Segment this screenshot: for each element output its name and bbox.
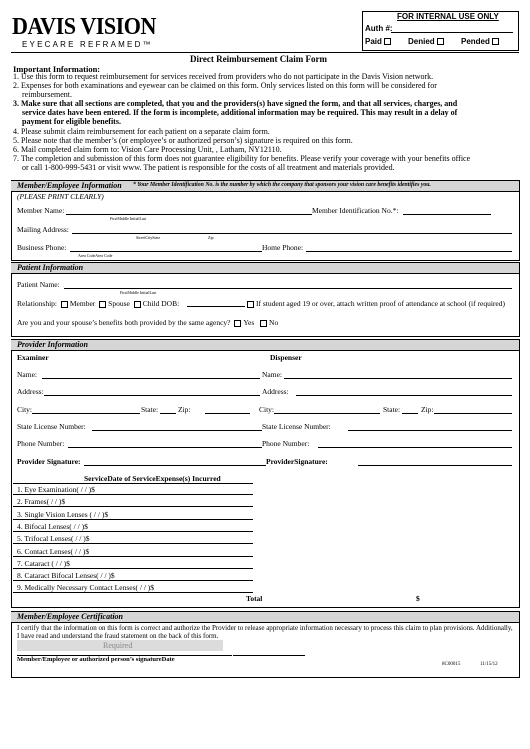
signature-required: Required — [103, 641, 133, 650]
examiner-address-field[interactable] — [44, 395, 260, 396]
cert-text-1: I certify that the information on this form is correct and authorize the Provider to release appropriate information necessary to process this claim to plan provisions. Additionally, — [17, 624, 513, 632]
form-date: 11/15/12 — [480, 662, 498, 667]
print-clearly: (PLEASE PRINT CLEARLY) — [17, 192, 104, 201]
examiner-zip-field[interactable] — [205, 413, 250, 414]
service-row-line — [13, 568, 253, 569]
service-row[interactable]: 1. Eye Examination( / / )$ — [17, 485, 95, 494]
dispenser-address-label: Address: — [262, 387, 289, 396]
dispenser-license-field[interactable] — [348, 430, 512, 431]
info-item: 6. Mail completed claim form to: Vision Care Processing Unit, , Latham, NY12110. — [13, 145, 282, 154]
total-dollar: $ — [416, 594, 420, 603]
service-row-line — [13, 494, 253, 495]
info-item: service dates have been entered. If the form is incomplete, additional information may be required. This may result in a delay of — [22, 108, 458, 117]
service-row-line — [13, 506, 253, 507]
examiner-zip-label: Zip: — [178, 405, 191, 414]
internal-use-box — [362, 11, 519, 51]
examiner-license-field[interactable] — [92, 430, 262, 431]
examiner-address-label: Address: — [17, 387, 44, 396]
cert-header: Member/Employee Certification — [11, 612, 519, 623]
dispenser-signature-field[interactable] — [358, 465, 512, 466]
pended-status: Pended — [461, 37, 501, 46]
service-row[interactable]: 6. Contact Lenses( / / )$ — [17, 546, 90, 556]
logo-tagline: EYECARE REFRAMED™ — [22, 40, 153, 49]
dispenser-zip-field[interactable] — [434, 413, 512, 414]
member-id-field[interactable] — [403, 214, 491, 215]
service-table-head: ServiceDate of ServiceExpense(s) Incurred — [84, 474, 221, 483]
pended-checkbox[interactable] — [492, 38, 499, 45]
dispenser-signature-label: ProviderSignature: — [266, 457, 328, 466]
info-item: or call 1-800-999-5431 or visit www. The patient is responsible for the costs of all treatment and materials provided. — [22, 163, 395, 172]
member-name-label: Member Name: — [17, 206, 65, 215]
service-row-line — [13, 580, 253, 581]
patient-name-field[interactable] — [64, 288, 512, 289]
mailing-label: Mailing Address: — [17, 225, 69, 234]
no-checkbox[interactable] — [260, 320, 267, 327]
service-row[interactable]: 3. Single Vision Lenses ( / / )$ — [17, 509, 109, 519]
member-id-label: Member Identification No.*: — [312, 206, 399, 215]
business-phone-field[interactable] — [70, 251, 262, 252]
dispenser-license-label: State License Number: — [262, 422, 331, 431]
member-header: Member/Employee Information * Your Member Identification No. is the number by which the company that sponsors your vision care benefits identifies you. — [11, 181, 519, 192]
home-phone-field[interactable] — [306, 251, 512, 252]
mailing-zip-sub: Zip — [208, 235, 214, 240]
provider-signature-label: Provider Signature: — [17, 457, 81, 466]
info-item: payment for eligible benefits. — [22, 117, 121, 126]
provider-header: Provider Information — [11, 340, 519, 351]
examiner-city-field[interactable] — [32, 413, 140, 414]
form-title: Direct Reimbursement Claim Form — [190, 54, 328, 64]
service-row-line — [13, 556, 253, 557]
mailing-sub: StreetCityState — [136, 235, 161, 240]
dispenser-address-field[interactable] — [296, 395, 512, 396]
examiner-city-label: City: — [17, 405, 33, 414]
dispenser-zip-label: Zip: — [421, 405, 434, 414]
patient-name-label: Patient Name: — [17, 280, 60, 289]
patient-header: Patient Information — [11, 263, 519, 274]
info-item: 3. Make sure that all sections are completed, that you and the providers(s) have signed the form, and that all services, charges, and — [13, 99, 458, 108]
info-item: 4. Please submit claim reimbursement for each patient on a separate claim form. — [13, 127, 270, 136]
examiner-signature-field[interactable] — [84, 465, 266, 466]
student-checkbox[interactable] — [247, 301, 254, 308]
spouse-checkbox[interactable] — [99, 301, 106, 308]
mailing-field[interactable] — [72, 233, 512, 234]
business-phone-label: Business Phone: — [17, 243, 67, 252]
cert-text-2: I have read and understand the fraud statement on the back of this form. — [17, 632, 219, 640]
examiner-name-field[interactable] — [42, 378, 260, 379]
examiner-phone-field[interactable] — [68, 447, 262, 448]
denied-status: Denied — [408, 37, 446, 46]
child-checkbox[interactable] — [134, 301, 141, 308]
dispenser-state-label: State: — [383, 405, 401, 414]
internal-use-title: FOR INTERNAL USE ONLY — [397, 12, 499, 21]
info-item: 7. The completion and submission of this form does not guarantee eligibility for benefits. Please verify your coverage with your benefits office — [13, 154, 471, 163]
dispenser-state-field[interactable] — [402, 413, 418, 414]
dispenser-city-label: City: — [259, 405, 275, 414]
logo-brand: DAVIS VISION — [12, 14, 156, 40]
info-item: 2. Expenses for both examinations and eyewear can be claimed on this form. Only services listed on this form will be considered for — [13, 81, 437, 90]
service-row-line — [13, 531, 253, 532]
yes-checkbox[interactable] — [234, 320, 241, 327]
paid-checkbox[interactable] — [384, 38, 391, 45]
dispenser-phone-field[interactable] — [318, 447, 512, 448]
member-name-sub: FirstMiddle InitialLast — [110, 216, 147, 221]
service-row-line — [13, 543, 253, 544]
dispenser-heading: Dispenser — [270, 353, 302, 362]
service-row[interactable]: 8. Cataract Bifocal Lenses( / / )$ — [17, 571, 115, 581]
info-item: reimbursement. — [22, 90, 72, 99]
examiner-license-label: State License Number: — [17, 422, 86, 431]
examiner-state-field[interactable] — [160, 413, 176, 414]
member-note: * Your Member Identification No. is the number by which the company that sponsors your vision care benefits identifies you. — [133, 182, 431, 188]
info-heading: Important Information: — [13, 64, 101, 74]
service-row[interactable]: 9. Medically Necessary Contact Lenses( / / )$ — [17, 583, 155, 593]
denied-checkbox[interactable] — [437, 38, 444, 45]
service-row[interactable]: 2. Frames( / / )$ — [17, 497, 66, 507]
examiner-heading: Examiner — [17, 353, 49, 362]
info-item: 5. Please note that the member’s (or employee’s or authorized person’s) signature is required on this form. — [13, 136, 353, 145]
service-row-line — [13, 592, 253, 593]
paid-status: Paid — [365, 37, 393, 46]
service-row[interactable]: 5. Trifocal Lenses( / / )$ — [17, 534, 90, 544]
dispenser-phone-label: Phone Number: — [262, 439, 310, 448]
dispenser-city-field[interactable] — [274, 413, 380, 414]
home-phone-label: Home Phone: — [262, 243, 304, 252]
dispenser-name-field[interactable] — [284, 378, 512, 379]
service-row-line — [13, 519, 253, 520]
form-code: 8C00015 — [442, 662, 461, 667]
examiner-name-label: Name: — [17, 370, 37, 379]
info-item: 1. Use this form to request reimbursement for services received from providers who do not participate in the Davis Vision network. — [13, 72, 434, 81]
relationship-row: Relationship: Member Spouse Child DOB: — [17, 299, 180, 308]
child-dob-field[interactable] — [187, 306, 245, 307]
cert-signature-label: Member/Employee or authorized person’s signatureDate — [17, 656, 175, 663]
phone-sub: Area CodeArea Code — [78, 253, 113, 258]
member-checkbox[interactable] — [61, 301, 68, 308]
patient-name-sub: FirstMiddle InitialLast — [120, 290, 157, 295]
member-name-field[interactable] — [66, 214, 312, 215]
same-agency-row: Are you and your spouse’s benefits both provided by the same agency? Yes No — [17, 318, 279, 327]
examiner-state-label: State: — [141, 405, 159, 414]
service-row[interactable]: 4. Bifocal Lenses( / / )$ — [17, 521, 88, 531]
auth-label: Auth #: — [365, 24, 393, 33]
service-row[interactable]: 7. Cataract ( / / )$ — [17, 558, 70, 568]
student-row: If student aged 19 or over, attach written proof of attendance at school (if required) — [245, 299, 505, 308]
dispenser-name-label: Name: — [262, 370, 282, 379]
examiner-phone-label: Phone Number: — [17, 439, 65, 448]
total-label: Total — [246, 594, 263, 603]
